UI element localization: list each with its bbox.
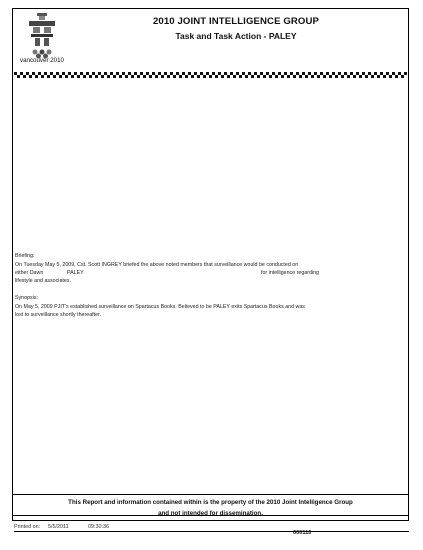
briefing-subject-name: PALEY: [67, 270, 84, 276]
briefing-text-fragment: for intelligence regarding: [261, 270, 320, 276]
briefing-text-fragment: either Dawn: [15, 270, 44, 276]
confidentiality-notice: [12, 494, 409, 521]
synopsis-text-line: lost to surveillance shortly thereafter.: [15, 312, 101, 318]
briefing-text-line: lifestyle and associates.: [15, 278, 71, 284]
confidentiality-line: and not intended for dissemination.: [158, 510, 263, 517]
checkered-divider: [14, 72, 407, 78]
document-number: 000110: [293, 530, 312, 536]
printed-on-label: Printed on:: [14, 524, 41, 530]
briefing-text-line: On Tuesday May 5, 2009, Cst. Scott INGREY briefed the above noted members that surveillance would be conducted on: [15, 262, 299, 268]
briefing-label: Briefing:: [15, 253, 35, 259]
report-title: 2010 JOINT INTELLIGENCE GROUP: [152, 16, 320, 27]
synopsis-text-line: On May 5, 2009 PJIT's established surveillance on Spartacus Books. Believed to be PALEY exits Spartacus Books and was: [15, 304, 305, 310]
footer-rule: [14, 531, 409, 532]
logo-caption: vancouver 2010: [19, 57, 65, 64]
printed-on-row: [14, 524, 109, 530]
printed-date: 5/5/2011: [48, 524, 69, 530]
briefing-text-line: [15, 270, 405, 277]
printed-time: 09:30:36: [88, 524, 109, 530]
synopsis-label: Synopsis:: [15, 295, 38, 301]
report-subtitle: Task and Task Action - PALEY: [175, 31, 297, 41]
confidentiality-line: This Report and information contained within is the property of the 2010 Joint Intelligence Group: [68, 499, 353, 506]
